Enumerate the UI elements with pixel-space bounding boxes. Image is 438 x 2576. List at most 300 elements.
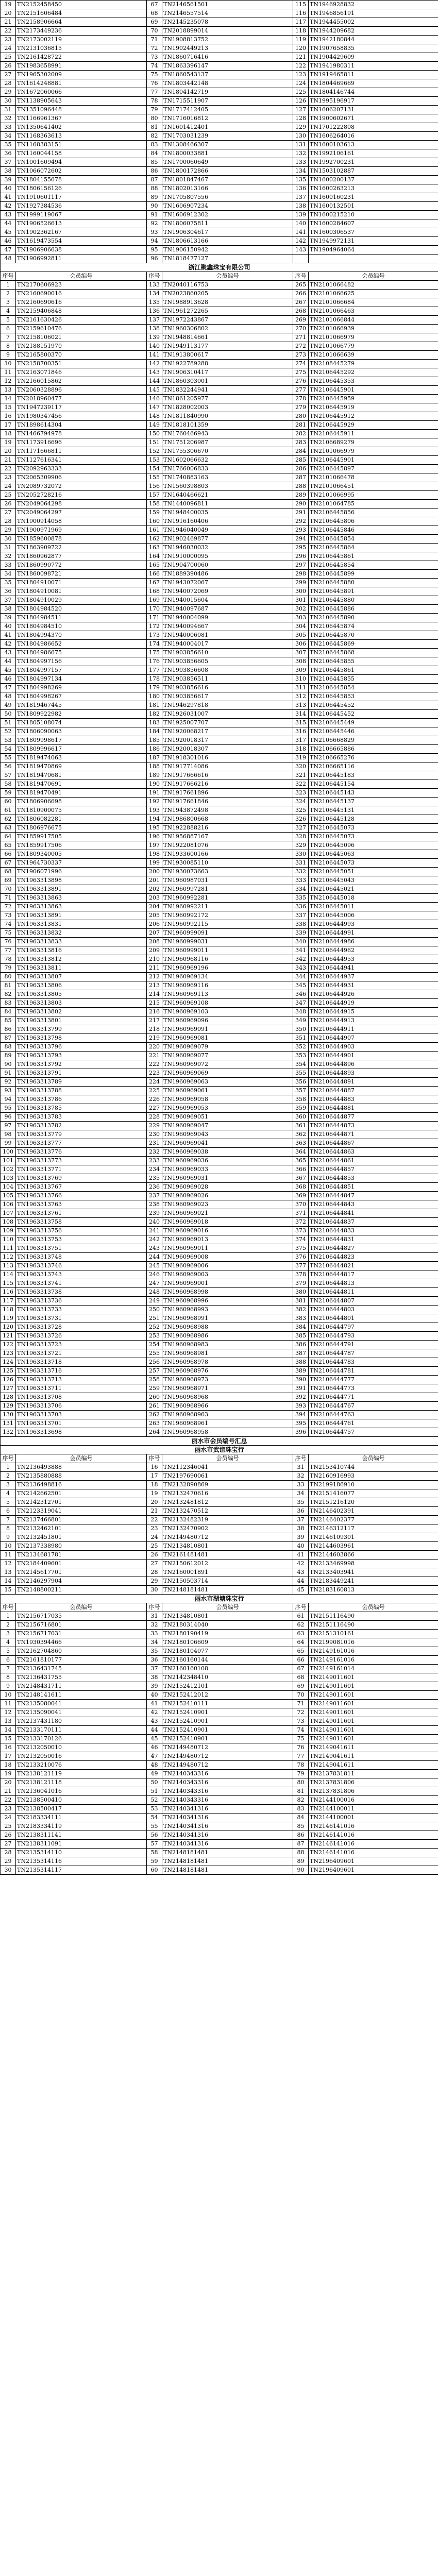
- seq-header: 序号: [147, 1454, 162, 1463]
- seq-cell: 89: [293, 1857, 309, 1866]
- member-number-cell: TN2106444883: [309, 1095, 438, 1104]
- member-number-cell: TN1960968116: [162, 955, 293, 964]
- member-number-cell: TN1171666811: [16, 447, 147, 456]
- seq-cell: 294: [293, 535, 309, 544]
- member-number-cell: TN1859917506: [16, 841, 147, 850]
- seq-cell: 169: [147, 596, 162, 605]
- seq-cell: 21: [1, 456, 16, 465]
- seq-cell: 376: [293, 1253, 309, 1262]
- seq-cell: 29: [1, 526, 16, 535]
- table-row: [1, 281, 438, 290]
- table-row: [1, 123, 438, 132]
- member-number-cell: TN2106444783: [309, 1358, 438, 1367]
- seq-cell: 17: [1, 1752, 16, 1761]
- seq-cell: 33: [147, 1630, 162, 1638]
- seq-header: 序号: [147, 272, 162, 281]
- seq-cell: 31: [1, 544, 16, 552]
- seq-cell: 131: [1, 1419, 16, 1428]
- seq-cell: 79: [147, 106, 162, 114]
- seq-cell: 327: [293, 824, 309, 833]
- seq-cell: 167: [147, 579, 162, 587]
- seq-cell: 98: [1, 1130, 16, 1139]
- member-number-cell: TN1916160406: [162, 517, 293, 526]
- table-row: [1, 1376, 438, 1384]
- seq-cell: 37: [147, 1665, 162, 1673]
- seq-cell: 188: [147, 762, 162, 771]
- seq-cell: 179: [147, 684, 162, 692]
- member-number-cell: TN2106444847: [309, 1192, 438, 1200]
- member-number-cell: TN1963313789: [16, 1078, 147, 1087]
- member-number-cell: TN1917661896: [162, 789, 293, 798]
- seq-cell: 68: [293, 1673, 309, 1682]
- seq-cell: 66: [1, 850, 16, 859]
- seq-cell: 212: [147, 973, 162, 981]
- seq-cell: 30: [147, 1586, 162, 1595]
- member-number-cell: TN2106444827: [309, 1244, 438, 1253]
- seq-cell: 25: [147, 1542, 162, 1551]
- table-row: [1, 1244, 438, 1253]
- member-number-cell: TN2148181481: [162, 1586, 293, 1595]
- seq-cell: 85: [147, 158, 162, 167]
- seq-cell: 155: [147, 473, 162, 482]
- member-number-cell: TN2101066844: [309, 316, 438, 325]
- member-number-cell: TN1963313812: [16, 955, 147, 964]
- table-row: [1, 184, 438, 193]
- table-row: [1, 219, 438, 228]
- seq-cell: 144: [147, 377, 162, 386]
- seq-cell: 336: [293, 903, 309, 911]
- member-number-header: 会员编号: [16, 272, 147, 281]
- seq-cell: 330: [293, 850, 309, 859]
- member-number-cell: TN1963313711: [16, 1384, 147, 1393]
- member-number-cell: TN1804997134: [16, 675, 147, 684]
- seq-cell: 87: [1, 1034, 16, 1043]
- member-number-cell: TN2152458450: [16, 1, 147, 9]
- member-number-cell: TN2135314116: [16, 1857, 147, 1866]
- table-row: [1, 386, 438, 395]
- member-number-cell: TN1606264016: [309, 132, 438, 141]
- member-number-cell: TN1960969063: [162, 1078, 293, 1087]
- seq-cell: 74: [1, 920, 16, 929]
- seq-cell: 329: [293, 841, 309, 850]
- member-number-cell: TN2106445353: [309, 377, 438, 386]
- member-number-cell: TN1926031007: [162, 710, 293, 719]
- table-row: [1, 1743, 438, 1752]
- member-number-cell: TN1946297818: [162, 701, 293, 710]
- table-row: [1, 360, 438, 368]
- seq-cell: 29: [1, 88, 16, 97]
- table-row: [1, 544, 438, 552]
- member-number-cell: TN1906906638: [16, 246, 147, 255]
- member-number-cell: TN2106444861: [309, 1157, 438, 1165]
- member-number-cell: TN1804997156: [16, 657, 147, 666]
- member-number-cell: TN2106445959: [309, 395, 438, 403]
- member-number-cell: TN1903856610: [162, 649, 293, 657]
- member-number-cell: TN2151606484: [16, 9, 147, 18]
- seq-cell: 13: [1, 1568, 16, 1577]
- table-row: [1, 1498, 438, 1507]
- seq-cell: 41: [1, 631, 16, 640]
- seq-cell: 3: [1, 298, 16, 307]
- seq-cell: 358: [293, 1095, 309, 1104]
- member-number-cell: TN2018899014: [162, 27, 293, 36]
- seq-cell: 157: [147, 491, 162, 500]
- member-number-cell: TN1960969069: [162, 1069, 293, 1078]
- seq-cell: 121: [293, 53, 309, 62]
- member-number-cell: TN1963313802: [16, 1008, 147, 1016]
- seq-cell: 112: [1, 1253, 16, 1262]
- table-row: [1, 535, 438, 544]
- member-number-cell: TN2132890869: [162, 1481, 293, 1489]
- seq-cell: 133: [293, 158, 309, 167]
- member-number-cell: TN2106444813: [309, 1279, 438, 1288]
- seq-cell: 82: [1, 990, 16, 999]
- seq-cell: 60: [147, 1866, 162, 1875]
- seq-cell: 49: [147, 1770, 162, 1778]
- member-number-cell: TN1903856616: [162, 684, 293, 692]
- seq-cell: 221: [147, 1052, 162, 1060]
- seq-cell: 202: [147, 885, 162, 894]
- table-row: [1, 395, 438, 403]
- table-row: [1, 894, 438, 903]
- seq-cell: 73: [147, 53, 162, 62]
- seq-cell: 115: [1, 1279, 16, 1288]
- seq-cell: 136: [293, 184, 309, 193]
- seq-cell: 70: [147, 27, 162, 36]
- member-number-cell: TN2146141016: [309, 1840, 438, 1849]
- seq-cell: 303: [293, 614, 309, 622]
- member-number-cell: TN1818477127: [162, 255, 293, 263]
- seq-cell: 364: [293, 1148, 309, 1157]
- seq-cell: 192: [147, 798, 162, 806]
- seq-cell: 20: [147, 1498, 162, 1507]
- section-title: 丽水市湖塘珠宝行: [1, 1595, 438, 1603]
- member-number-cell: TN1960969011: [162, 1244, 293, 1253]
- member-number-cell: TN2161428722: [16, 53, 147, 62]
- member-number-cell: TN2160160144: [162, 1656, 293, 1665]
- member-number-cell: TN2101066995: [309, 491, 438, 500]
- table-row: [1, 1113, 438, 1122]
- seq-cell: 248: [147, 1288, 162, 1297]
- member-number-cell: TN2140343316: [162, 1778, 293, 1787]
- table-row: [1, 1008, 438, 1016]
- seq-cell: 149: [147, 421, 162, 430]
- seq-cell: 43: [293, 1568, 309, 1577]
- member-number-cell: TN2180106609: [162, 1638, 293, 1647]
- member-number-cell: TN2106444811: [309, 1288, 438, 1297]
- member-number-cell: TN1803442148: [162, 79, 293, 88]
- member-number-cell: TN2106444843: [309, 1200, 438, 1209]
- member-number-cell: TN1828002003: [162, 403, 293, 412]
- seq-cell: 38: [1, 167, 16, 176]
- member-number-cell: TN2101064785: [309, 500, 438, 509]
- member-number-cell: TN1960969196: [162, 964, 293, 973]
- seq-cell: 78: [147, 97, 162, 106]
- seq-cell: 111: [1, 1244, 16, 1253]
- table-row: [1, 421, 438, 430]
- member-number-cell: TN1860098721: [16, 570, 147, 579]
- member-number-cell: TN2135080041: [16, 1700, 147, 1708]
- table-row: [1, 973, 438, 981]
- seq-cell: 38: [293, 1524, 309, 1533]
- seq-cell: 346: [293, 990, 309, 999]
- member-number-cell: TN2106445854: [309, 535, 438, 544]
- member-number-cell: TN1963313793: [16, 1052, 147, 1060]
- member-number-cell: TN2106689279: [309, 438, 438, 447]
- member-number-cell: TN2106444803: [309, 1306, 438, 1314]
- member-number-cell: TN2132050016: [16, 1752, 147, 1761]
- member-number-cell: TN2151310161: [309, 1630, 438, 1638]
- member-number-cell: TN2106665116: [309, 762, 438, 771]
- member-number-cell: TN2106444817: [309, 1270, 438, 1279]
- table-row: [1, 211, 438, 219]
- seq-cell: 352: [293, 1043, 309, 1052]
- seq-cell: 319: [293, 754, 309, 762]
- member-number-cell: TN1960969026: [162, 1192, 293, 1200]
- member-number-cell: TN2136431745: [16, 1665, 147, 1673]
- member-number-cell: TN2146297904: [16, 1577, 147, 1586]
- seq-cell: 355: [293, 1069, 309, 1078]
- member-number-cell: TN2136431755: [16, 1673, 147, 1682]
- member-number-cell: TN2138500417: [16, 1805, 147, 1814]
- member-number-cell: TN1960969001: [162, 1279, 293, 1288]
- seq-cell: 40: [1, 184, 16, 193]
- seq-cell: 147: [147, 403, 162, 412]
- table-row: [1, 920, 438, 929]
- seq-cell: 33: [1, 561, 16, 570]
- seq-cell: 25: [1, 53, 16, 62]
- member-number-cell: TN1960968991: [162, 1314, 293, 1323]
- seq-cell: 77: [147, 88, 162, 97]
- member-number-cell: TN1809996617: [16, 745, 147, 754]
- member-number-cell: TN2106444915: [309, 1008, 438, 1016]
- member-number-cell: TN1600306537: [309, 228, 438, 237]
- seq-cell: 36: [1, 149, 16, 158]
- member-number-cell: TN2106445073: [309, 824, 438, 833]
- member-number-cell: TN1804155678: [16, 176, 147, 184]
- seq-cell: 21: [1, 1787, 16, 1796]
- member-number-cell: TN1960968986: [162, 1332, 293, 1341]
- member-number-cell: TN2159610476: [16, 325, 147, 333]
- member-number-cell: TN2106445006: [309, 911, 438, 920]
- member-number-cell: TN2158106021: [16, 333, 147, 342]
- seq-cell: 26: [147, 1551, 162, 1560]
- member-number-cell: TN2131036815: [16, 44, 147, 53]
- seq-cell: 210: [147, 955, 162, 964]
- member-number-cell: TN2159406848: [16, 307, 147, 316]
- seq-cell: 141: [147, 351, 162, 360]
- table-row: [1, 1130, 438, 1139]
- seq-cell: 180: [147, 692, 162, 701]
- seq-cell: 48: [1, 692, 16, 701]
- member-number-cell: TN1922081076: [162, 841, 293, 850]
- seq-cell: 59: [1, 789, 16, 798]
- seq-cell: 87: [293, 1840, 309, 1849]
- member-number-cell: TN2149480712: [162, 1533, 293, 1542]
- seq-cell: 7: [1, 333, 16, 342]
- seq-cell: 19: [1, 1770, 16, 1778]
- seq-cell: 213: [147, 981, 162, 990]
- seq-cell: 129: [293, 123, 309, 132]
- member-number-cell: TN1917661846: [162, 798, 293, 806]
- seq-cell: 357: [293, 1087, 309, 1095]
- member-number-cell: TN1983658991: [16, 62, 147, 71]
- seq-cell: 181: [147, 701, 162, 710]
- member-number-cell: TN2137338980: [16, 1542, 147, 1551]
- seq-cell: 108: [1, 1218, 16, 1227]
- member-number-cell: TN1889390486: [162, 570, 293, 579]
- member-number-cell: TN2149041611: [309, 1752, 438, 1761]
- seq-cell: 242: [147, 1235, 162, 1244]
- member-number-cell: TN2106445854: [309, 561, 438, 570]
- member-number-cell: TN1963313832: [16, 929, 147, 938]
- seq-cell: 124: [1, 1358, 16, 1367]
- seq-cell: 42: [293, 1560, 309, 1568]
- member-number-cell: TN2106444823: [309, 1253, 438, 1262]
- seq-cell: 18: [147, 1481, 162, 1489]
- member-number-cell: TN1806976675: [16, 824, 147, 833]
- seq-cell: 206: [147, 920, 162, 929]
- seq-cell: 233: [147, 1157, 162, 1165]
- member-number-cell: TN1804998269: [16, 684, 147, 692]
- seq-cell: 337: [293, 911, 309, 920]
- seq-cell: 101: [1, 1157, 16, 1165]
- table-row: [1, 806, 438, 815]
- member-number-cell: TN2137831811: [309, 1770, 438, 1778]
- seq-cell: 18: [1, 430, 16, 438]
- seq-cell: 323: [293, 789, 309, 798]
- member-number-cell: TN1992106161: [309, 149, 438, 158]
- table-row: [1, 1822, 438, 1831]
- seq-cell: 117: [293, 18, 309, 27]
- member-number-cell: TN2132482319: [162, 1516, 293, 1524]
- seq-cell: 50: [1, 710, 16, 719]
- seq-cell: 362: [293, 1130, 309, 1139]
- table-row: [1, 237, 438, 246]
- member-number-cell: TN1963313769: [16, 1174, 147, 1183]
- member-number-cell: TN1717412405: [162, 106, 293, 114]
- seq-cell: 45: [293, 1586, 309, 1595]
- seq-cell: 285: [293, 456, 309, 465]
- member-number-cell: TN1902449213: [162, 44, 293, 53]
- table-row: [1, 1209, 438, 1218]
- member-number-cell: TN2149041611: [309, 1761, 438, 1770]
- member-number-cell: TN1819474063: [16, 754, 147, 762]
- member-number-cell: TN1503102887: [309, 167, 438, 176]
- member-number-cell: TN1740883163: [162, 473, 293, 482]
- member-number-cell: TN1619473554: [16, 237, 147, 246]
- member-number-cell: TN1804997157: [16, 666, 147, 675]
- seq-cell: 2: [1, 1472, 16, 1481]
- seq-cell: 32: [1, 114, 16, 123]
- table-row: [1, 1621, 438, 1630]
- table-row: [1, 1665, 438, 1673]
- seq-cell: 77: [1, 946, 16, 955]
- member-number-cell: TN1809922982: [16, 710, 147, 719]
- member-number-cell: TN2133469998: [309, 1560, 438, 1568]
- table-row: [1, 1411, 438, 1419]
- table-row: [1, 1279, 438, 1288]
- table-row: [1, 780, 438, 789]
- table-row: [1, 456, 438, 465]
- member-number-cell: TN2199186910: [309, 1481, 438, 1489]
- member-number-cell: TN2160160108: [162, 1665, 293, 1673]
- member-number-cell: TN2106444919: [309, 999, 438, 1008]
- seq-cell: 2: [1, 290, 16, 298]
- seq-cell: 254: [147, 1341, 162, 1349]
- member-number-cell: TN1601412401: [162, 123, 293, 132]
- seq-cell: 10: [1, 1691, 16, 1700]
- table-row: [1, 946, 438, 955]
- member-number-cell: TN1963313743: [16, 1270, 147, 1279]
- seq-cell: 52: [147, 1796, 162, 1805]
- member-number-cell: TN1960969003: [162, 1270, 293, 1279]
- member-number-cell: TN2146109301: [309, 1533, 438, 1542]
- table-row: [1, 1384, 438, 1393]
- seq-cell: 366: [293, 1165, 309, 1174]
- seq-cell: 45: [1, 666, 16, 675]
- member-number-cell: TN2165800370: [16, 351, 147, 360]
- member-number-cell: TN1960999011: [162, 946, 293, 955]
- seq-cell: 137: [147, 316, 162, 325]
- seq-cell: 16: [1, 1743, 16, 1752]
- seq-cell: 116: [293, 9, 309, 18]
- table-row: [1, 981, 438, 990]
- seq-cell: 354: [293, 1060, 309, 1069]
- seq-cell: 41: [1, 193, 16, 202]
- seq-cell: 304: [293, 622, 309, 631]
- seq-cell: 238: [147, 1200, 162, 1209]
- seq-cell: 100: [1, 1148, 16, 1157]
- table-row: [1, 1673, 438, 1682]
- seq-cell: 168: [147, 587, 162, 596]
- seq-cell: 128: [293, 114, 309, 123]
- member-number-cell: TN1946040049: [162, 526, 293, 535]
- member-number-cell: TN1963313746: [16, 1262, 147, 1270]
- member-number-header: 会员编号: [162, 1603, 293, 1612]
- seq-cell: 184: [147, 727, 162, 736]
- table-row: [1, 596, 438, 605]
- member-number-cell: TN2101066979: [309, 447, 438, 456]
- table-row: [1, 1025, 438, 1034]
- table-row: [1, 631, 438, 640]
- seq-cell: 247: [147, 1279, 162, 1288]
- seq-cell: 117: [1, 1297, 16, 1306]
- table-row: [1, 868, 438, 876]
- seq-cell: 5: [1, 1647, 16, 1656]
- seq-cell: 99: [1, 1139, 16, 1148]
- member-number-cell: TN1946030032: [162, 544, 293, 552]
- seq-cell: 134: [147, 290, 162, 298]
- seq-cell: 135: [147, 298, 162, 307]
- table-row: [1, 1016, 438, 1025]
- seq-cell: 133: [147, 281, 162, 290]
- member-number-cell: TN1804910029: [16, 596, 147, 605]
- member-number-cell: TN1940097687: [162, 605, 293, 614]
- table-row: [1, 316, 438, 325]
- seq-cell: 178: [147, 675, 162, 684]
- seq-cell: 276: [293, 377, 309, 386]
- seq-cell: 258: [147, 1376, 162, 1384]
- member-number-cell: TN2148181481: [162, 1866, 293, 1875]
- member-number-cell: TN2146557514: [162, 9, 293, 18]
- table-row: [1, 1393, 438, 1402]
- seq-cell: 321: [293, 771, 309, 780]
- member-number-cell: TN2140341316: [162, 1805, 293, 1814]
- seq-cell: 113: [1, 1262, 16, 1270]
- seq-cell: 27: [1, 509, 16, 517]
- seq-cell: 348: [293, 1008, 309, 1016]
